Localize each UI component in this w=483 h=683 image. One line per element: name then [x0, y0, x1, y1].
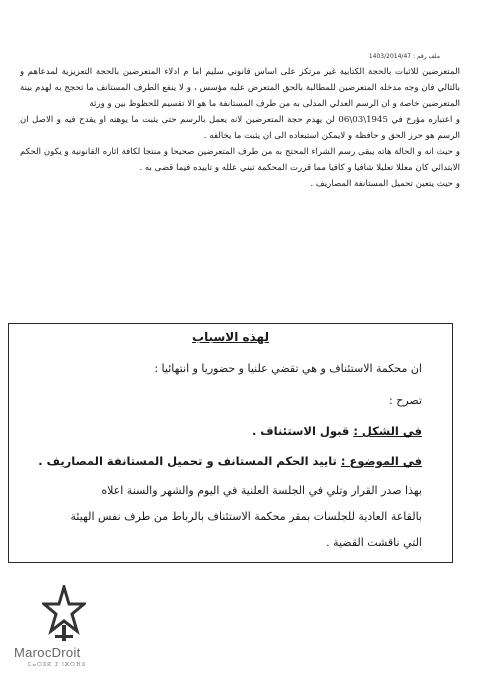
brand-tagline: ⵎⴰⵔⵓⴽ ⵉ ⵏⵣⵔⴼⵓ [28, 662, 87, 668]
paragraph-4: و حيث يتعين تحميل المستانفة المصاريف . [310, 179, 460, 189]
body-text [20, 64, 460, 192]
reasons-declares: تصرح : [389, 394, 422, 407]
form-label: في الشكل : [353, 424, 422, 438]
merits-ruling [22, 454, 422, 468]
form-text: قبول الاستئناف . [251, 424, 354, 438]
reasons-intro: ان محكمة الاستئناف و هي تقضي علنيا و حضوريا و انتهائيا : [154, 362, 422, 375]
merits-label: في الموضوع : [340, 454, 422, 468]
form-ruling [22, 424, 422, 438]
star-logo-icon [42, 585, 86, 643]
closing-line-1: بهذا صدر القرار وتلي في الجلسة العلنية في اليوم والشهر والسنة اعلاه [101, 484, 422, 497]
paragraph-1: المتعرضين للاثبات بالحجة الكتابية غير مرتكز على اساس قانوني سليم اما م ادلاء المتعرضين بالحجة التعزيزية لمدعاهم و بالتالي فان وجه مدخله المتعرضين للمطالبة بالحق المتعرض عليه مؤسس ، و لا ينفع الطرف المستانف ما تحجج به لهدم بينة المتعرضين خاصة و ان الرسم العدلي المدلى به من طرف المستانفة ما هو الا تقسيم للحظوظ بين و ورثة [20, 67, 460, 109]
brand-logo [14, 585, 124, 680]
file-reference: ملف رقم : 1403/2014/47 [368, 53, 440, 60]
closing-line-3: التي ناقشت القضية . [326, 536, 422, 549]
closing-line-2: بالقاعة العادية للجلسات بمقر محكمة الاستئناف بالرباط من طرف نفس الهيئة [70, 510, 422, 523]
reasons-title: لهذه الاسباب [192, 330, 269, 344]
paragraph-3: و حيث انه و الحالة هاته يبقى رسم الشراء المحتج به من طرف المتعرضين صحيحا و منتجا لكافة اثاره القانونية و يكون الحكم الابتدائي كان معللا تعليلا شافيا و كافيا مما قررت المحكمة تبني علله و تاييده فيما قضى به . [20, 147, 460, 173]
paragraph-2: و اعتباره مؤرخ في 1945\03\06 لن يهدم حجة المتعرضين لانه يعمل بالرسم حتى يثبت ما يوهنه او يقدح فيه و الاصل ان الرسم هو حرز الحق و حافظه و لايمكن استبعاده الى ان يثبت ما يخالفه . [20, 115, 460, 141]
reasons-box [8, 323, 453, 563]
merits-text: تاييد الحكم المستانف و تحميل المستانفة المصاريف . [38, 454, 341, 468]
brand-name: MarocDroit [14, 645, 81, 660]
